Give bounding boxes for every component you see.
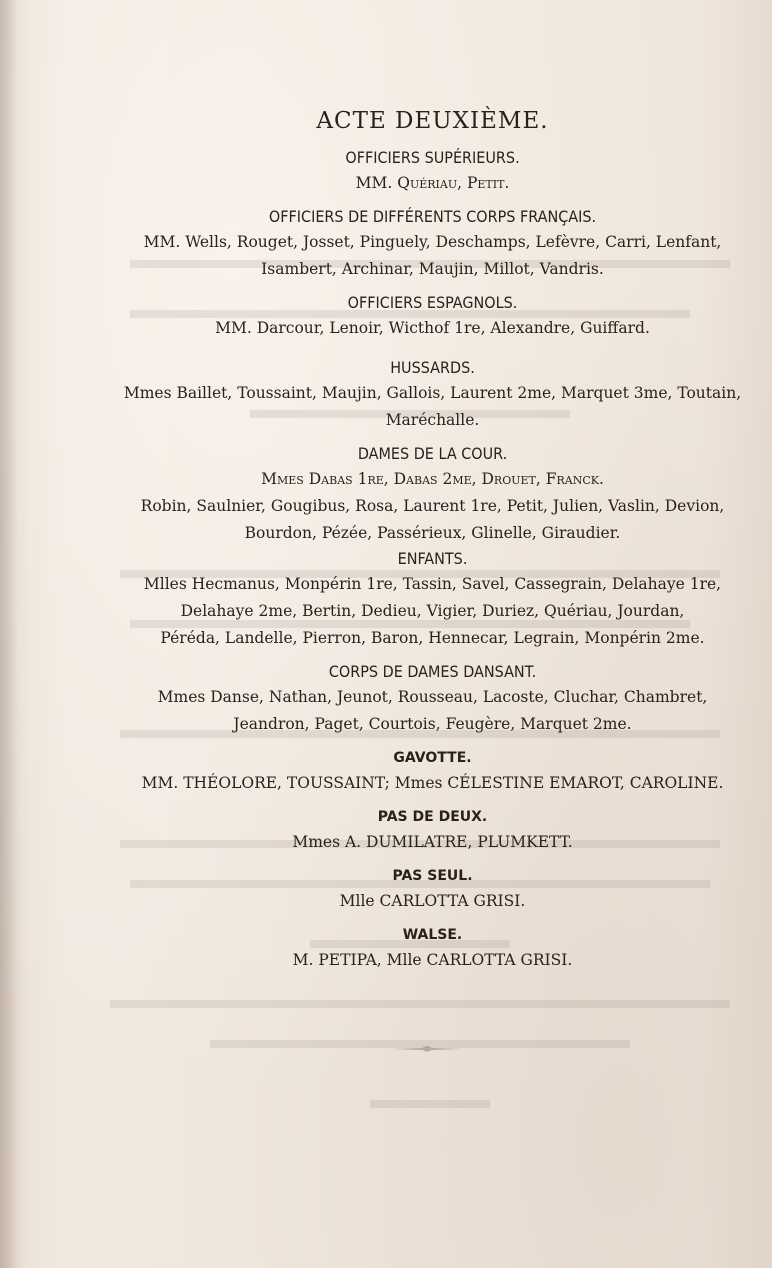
page-gutter-shadow [0,0,18,1268]
section-heading-officiers-espagnols: OFFICIERS ESPAGNOLS. [347,293,518,312]
section-heading-dames-de-la-cour: DAMES DE LA COUR. [357,444,508,463]
cast-line: Mlles Hecmanus, Monpérin 1re, Tassin, Savel, Cassegrain, Delahaye 1re, [143,575,722,593]
cast-line: Mlle CARLOTTA GRISI. [339,892,526,910]
section-heading-pas-seul: PAS SEUL. [392,868,473,884]
section-heading-walse: WALSE. [402,927,463,943]
cast-line: M. PETIPA, Mlle CARLOTTA GRISI. [292,951,573,969]
section-heading-enfants: ENFANTS. [397,549,468,568]
section-heading-officiers-superieurs: OFFICIERS SUPÉRIEURS. [345,148,520,167]
cast-line: Delahaye 2me, Bertin, Dedieu, Vigier, Duriez, Quériau, Jourdan, [180,602,685,620]
cast-line: MM. THÉOLORE, TOUSSAINT; Mmes CÉLESTINE EMAROT, CAROLINE. [141,774,724,792]
cast-line: Bourdon, Pézée, Passérieux, Glinelle, Giraudier. [244,524,621,542]
section-heading-gavotte: GAVOTTE. [393,750,472,766]
section-heading-corps-de-dames: CORPS DE DAMES DANSANT. [328,662,537,681]
ornament-rule-icon [392,1046,462,1052]
cast-line: Mmes Danse, Nathan, Jeunot, Rousseau, Lacoste, Cluchar, Chambret, [157,688,708,706]
section-heading-pas-de-deux: PAS DE DEUX. [377,809,488,825]
cast-line: MM. Wells, Rouget, Josset, Pinguely, Deschamps, Lefèvre, Carri, Lenfant, [143,233,722,251]
cast-line: Mmes Dabas 1re, Dabas 2me, Drouet, Franck. [261,470,604,488]
cast-line: Péréda, Landelle, Pierron, Baron, Hennecar, Legrain, Monpérin 2me. [160,629,705,647]
cast-line: MM. Quériau, Petit. [355,174,510,192]
cast-line: Isambert, Archinar, Maujin, Millot, Vandris. [261,260,604,278]
cast-line: MM. Darcour, Lenoir, Wicthof 1re, Alexandre, Guiffard. [215,319,650,337]
cast-line: Robin, Saulnier, Gougibus, Rosa, Laurent 1re, Petit, Julien, Vaslin, Devion, [140,497,725,515]
cast-line: Mmes Baillet, Toussaint, Maujin, Gallois, Laurent 2me, Marquet 3me, Toutain, [123,384,742,402]
cast-line: Jeandron, Paget, Courtois, Feugère, Marquet 2me. [233,715,632,733]
section-heading-hussards: HUSSARDS. [390,358,475,377]
section-heading-officiers-corps-francais: OFFICIERS DE DIFFÉRENTS CORPS FRANÇAIS. [268,207,597,226]
cast-list [120,100,745,974]
cast-line: Mmes A. DUMILATRE, PLUMKETT. [292,833,573,851]
act-title: ACTE DEUXIÈME. [316,108,549,134]
cast-line: Maréchalle. [385,411,480,429]
